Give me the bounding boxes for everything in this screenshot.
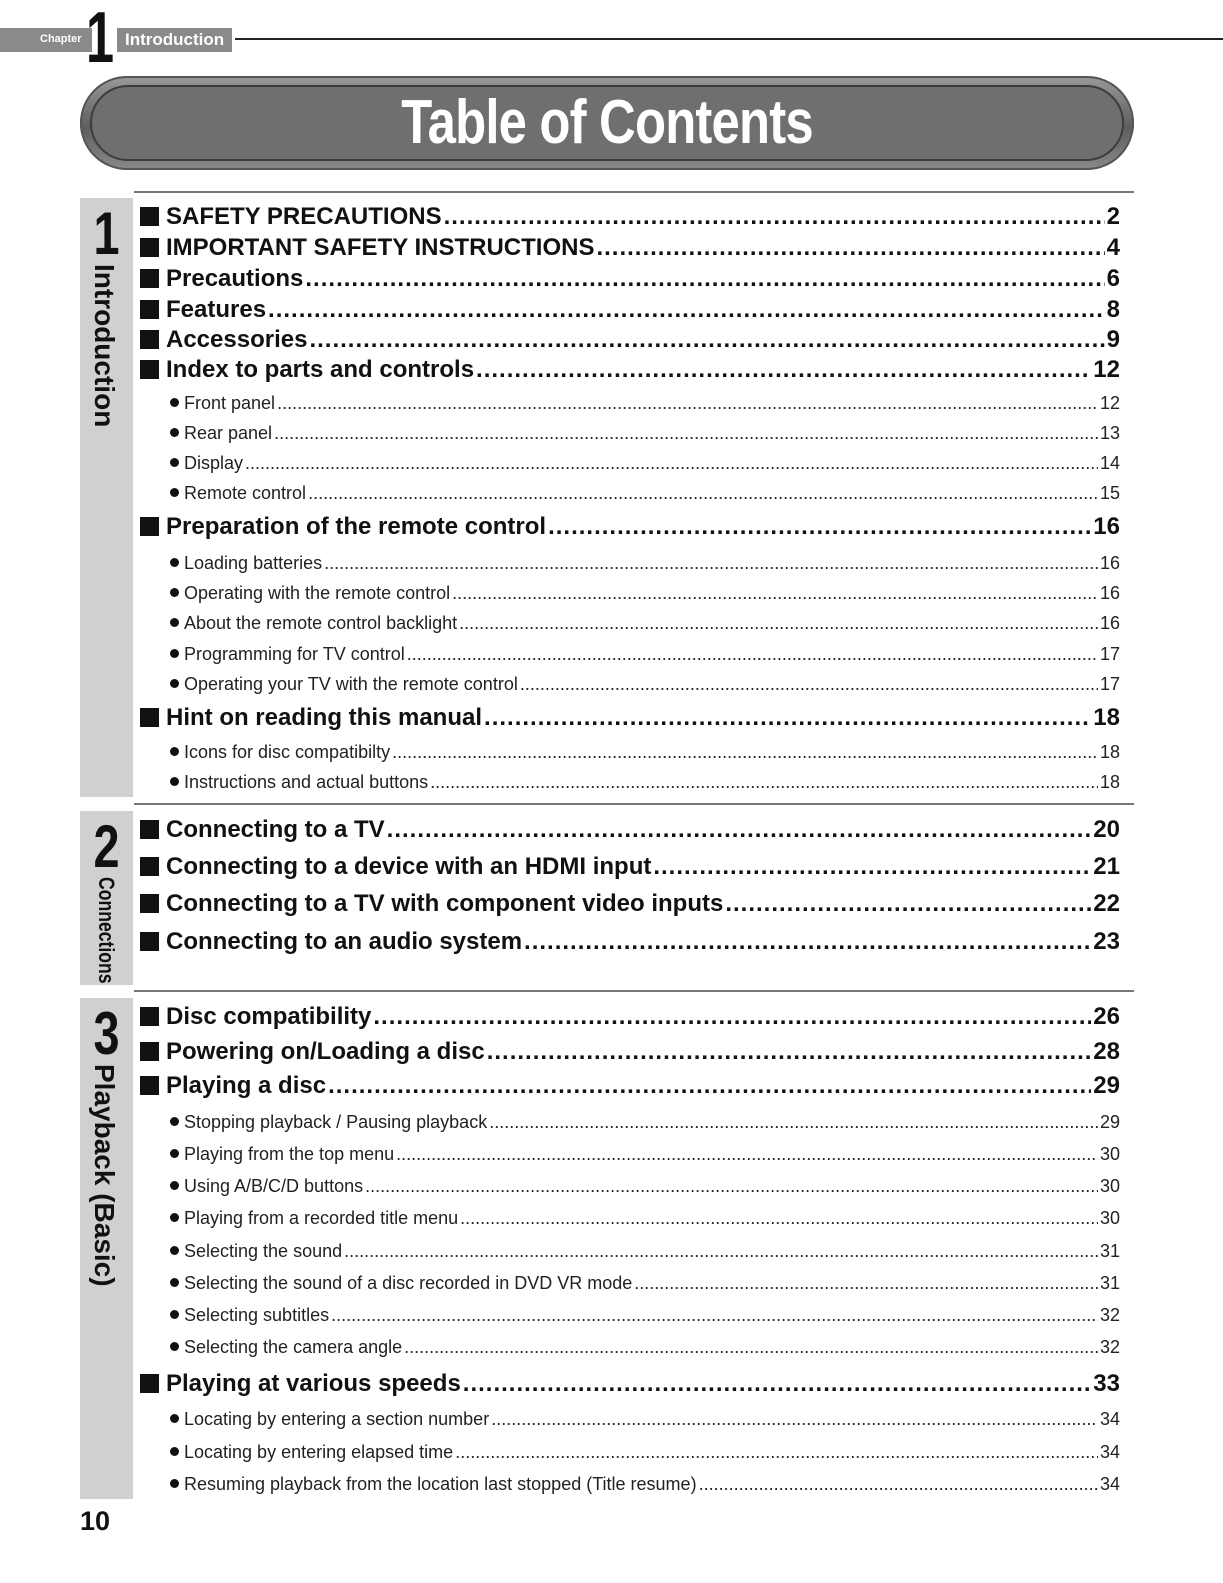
section-rule xyxy=(134,191,1134,193)
dot-leader xyxy=(373,1002,1091,1032)
toc-entry-page: 4 xyxy=(1106,234,1120,261)
toc-entry-title: Playing a disc xyxy=(166,1072,327,1099)
square-bullet-icon xyxy=(140,820,159,839)
toc-entry-title: Disc compatibility xyxy=(166,1003,372,1030)
toc-entry xyxy=(140,815,1120,845)
toc-entry-title: Display xyxy=(184,453,244,473)
toc-entry-page: 31 xyxy=(1099,1273,1120,1293)
toc-entry-title: Powering on/Loading a disc xyxy=(166,1038,485,1065)
round-bullet-icon xyxy=(170,488,179,497)
toc-entry-title: Playing at various speeds xyxy=(166,1370,461,1397)
toc-entry-page: 32 xyxy=(1099,1305,1120,1325)
square-bullet-icon xyxy=(140,894,159,913)
dot-leader xyxy=(392,739,1098,765)
toc-entry-title: Using A/B/C/D buttons xyxy=(184,1176,364,1196)
toc-entry xyxy=(140,1002,1120,1032)
toc-entry-page: 32 xyxy=(1099,1337,1120,1357)
toc-entry-title: Front panel xyxy=(184,393,276,413)
round-bullet-icon xyxy=(170,679,179,688)
toc-entry xyxy=(140,325,1120,355)
square-bullet-icon xyxy=(140,932,159,951)
round-bullet-icon xyxy=(170,618,179,627)
dot-leader xyxy=(444,202,1105,232)
toc-subentry xyxy=(170,641,1120,667)
square-bullet-icon xyxy=(140,517,159,536)
toc-subentry xyxy=(170,1334,1120,1360)
toc-entry-title: Accessories xyxy=(166,326,308,353)
toc-entry-title: Loading batteries xyxy=(184,553,323,573)
toc-entry-page: 29 xyxy=(1093,1072,1120,1099)
toc-entry-title: Instructions and actual buttons xyxy=(184,772,429,792)
toc-entry xyxy=(140,512,1120,542)
round-bullet-icon xyxy=(170,558,179,567)
toc-entry-page: 28 xyxy=(1093,1038,1120,1065)
toc-subentry xyxy=(170,550,1120,576)
round-bullet-icon xyxy=(170,747,179,756)
toc-entry-title: Connecting to a TV with component video inputs xyxy=(166,890,724,917)
round-bullet-icon xyxy=(170,428,179,437)
toc-entry-title: Stopping playback / Pausing playback xyxy=(184,1112,488,1132)
toc-entry-title: Operating your TV with the remote control xyxy=(184,674,518,694)
toc-entry-page: 18 xyxy=(1099,772,1120,792)
chapter-tab xyxy=(0,28,92,52)
round-bullet-icon xyxy=(170,1117,179,1126)
dot-leader xyxy=(460,1205,1098,1231)
round-bullet-icon xyxy=(170,1149,179,1158)
toc-entry-title: Programming for TV control xyxy=(184,644,405,664)
toc-entry-title: Connecting to a device with an HDMI input xyxy=(166,853,652,880)
toc-entry xyxy=(140,355,1120,385)
toc-entry xyxy=(140,703,1120,733)
section-tab-connections xyxy=(80,811,133,985)
toc-entry-title: Features xyxy=(166,296,267,323)
dot-leader xyxy=(459,610,1098,636)
toc-entry-title: Selecting the sound of a disc recorded in DVD VR mode xyxy=(184,1273,633,1293)
toc-entry-page: 16 xyxy=(1099,583,1120,603)
toc-entry-title: Playing from a recorded title menu xyxy=(184,1208,459,1228)
toc-subentry xyxy=(170,450,1120,476)
dot-leader xyxy=(365,1173,1098,1199)
toc-subentry xyxy=(170,1406,1120,1432)
dot-leader xyxy=(725,889,1091,919)
square-bullet-icon xyxy=(140,1076,159,1095)
round-bullet-icon xyxy=(170,1213,179,1222)
toc-entry-page: 31 xyxy=(1099,1241,1120,1261)
toc-entry-page: 16 xyxy=(1093,513,1120,540)
toc-entry-page: 12 xyxy=(1099,393,1120,413)
toc-entry-page: 34 xyxy=(1099,1409,1120,1429)
section-rule xyxy=(134,990,1134,992)
toc-entry-title: Playing from the top menu xyxy=(184,1144,395,1164)
round-bullet-icon xyxy=(170,1181,179,1190)
toc-subentry xyxy=(170,1238,1120,1264)
section-label: Introduction xyxy=(89,264,120,428)
toc-subentry xyxy=(170,1471,1120,1497)
toc-entry xyxy=(140,264,1120,294)
toc-subentry xyxy=(170,769,1120,795)
toc-subentry xyxy=(170,1141,1120,1167)
toc-entry-title: Locating by entering elapsed time xyxy=(184,1442,454,1462)
toc-subentry xyxy=(170,1205,1120,1231)
toc-entry-page: 34 xyxy=(1099,1474,1120,1494)
dot-leader xyxy=(634,1270,1098,1296)
toc-subentry xyxy=(170,671,1120,697)
toc-subentry xyxy=(170,739,1120,765)
toc-subentry xyxy=(170,390,1120,416)
toc-entry-page: 30 xyxy=(1099,1176,1120,1196)
round-bullet-icon xyxy=(170,1278,179,1287)
dot-leader xyxy=(596,233,1104,263)
square-bullet-icon xyxy=(140,300,159,319)
dot-leader xyxy=(524,927,1091,957)
dot-leader xyxy=(520,671,1098,697)
round-bullet-icon xyxy=(170,1414,179,1423)
dot-leader xyxy=(491,1406,1098,1432)
page-number: 10 xyxy=(80,1506,111,1536)
square-bullet-icon xyxy=(140,207,159,226)
toc-entry-page: 13 xyxy=(1099,423,1120,443)
toc-entry xyxy=(140,889,1120,919)
toc-subentry xyxy=(170,580,1120,606)
toc-entry-page: 23 xyxy=(1093,928,1120,955)
section-number: 2 xyxy=(93,813,120,880)
round-bullet-icon xyxy=(170,458,179,467)
round-bullet-icon xyxy=(170,1447,179,1456)
square-bullet-icon xyxy=(140,857,159,876)
toc-entry-page: 9 xyxy=(1106,326,1120,353)
section-label: Playback (Basic) xyxy=(89,1064,120,1287)
toc-entry-page: 8 xyxy=(1106,296,1120,323)
toc-entry-page: 17 xyxy=(1099,674,1120,694)
toc-entry-title: Rear panel xyxy=(184,423,273,443)
toc-subentry xyxy=(170,1109,1120,1135)
toc-entry-page: 22 xyxy=(1093,890,1120,917)
toc-entry xyxy=(140,927,1120,957)
section-label: Connections xyxy=(94,877,119,984)
dot-leader xyxy=(699,1471,1098,1497)
toc-subentry xyxy=(170,1439,1120,1465)
toc-entry-page: 18 xyxy=(1093,704,1120,731)
dot-leader xyxy=(396,1141,1098,1167)
toc-entry-title: Connecting to an audio system xyxy=(166,928,523,955)
round-bullet-icon xyxy=(170,1310,179,1319)
dot-leader xyxy=(268,295,1105,325)
dot-leader xyxy=(407,641,1098,667)
toc-entry-page: 2 xyxy=(1106,203,1120,230)
toc-entry-page: 16 xyxy=(1099,553,1120,573)
dot-leader xyxy=(387,815,1092,845)
toc-banner xyxy=(80,76,1134,170)
toc-entry xyxy=(140,1369,1120,1399)
toc-entry xyxy=(140,1037,1120,1067)
dot-leader xyxy=(309,325,1104,355)
toc-entry-title: SAFETY PRECAUTIONS xyxy=(166,203,442,230)
dot-leader xyxy=(324,550,1098,576)
toc-entry-title: Index to parts and controls xyxy=(166,356,475,383)
toc-entry-page: 26 xyxy=(1093,1003,1120,1030)
dot-leader xyxy=(331,1302,1098,1328)
toc-entry-title: IMPORTANT SAFETY INSTRUCTIONS xyxy=(166,234,595,261)
chapter-number: 1 xyxy=(86,0,115,78)
toc-entry-page: 15 xyxy=(1099,483,1120,503)
square-bullet-icon xyxy=(140,1042,159,1061)
dot-leader xyxy=(404,1334,1098,1360)
toc-subentry xyxy=(170,1173,1120,1199)
round-bullet-icon xyxy=(170,1342,179,1351)
toc-subentry xyxy=(170,420,1120,446)
toc-entry xyxy=(140,233,1120,263)
dot-leader xyxy=(463,1369,1092,1399)
dot-leader xyxy=(489,1109,1098,1135)
round-bullet-icon xyxy=(170,649,179,658)
round-bullet-icon xyxy=(170,1479,179,1488)
header-rule xyxy=(235,38,1223,40)
toc-entry xyxy=(140,295,1120,325)
chapter-title: Introduction xyxy=(117,28,232,52)
round-bullet-icon xyxy=(170,777,179,786)
toc-entry-page: 29 xyxy=(1099,1112,1120,1132)
dot-leader xyxy=(274,420,1098,446)
toc-entry-title: Preparation of the remote control xyxy=(166,513,547,540)
section-number: 3 xyxy=(93,1000,120,1067)
toc-entry-page: 20 xyxy=(1093,816,1120,843)
square-bullet-icon xyxy=(140,360,159,379)
toc-entry xyxy=(140,852,1120,882)
toc-entry-title: Connecting to a TV xyxy=(166,816,385,843)
section-number: 1 xyxy=(93,200,120,267)
toc-entry-title: Operating with the remote control xyxy=(184,583,451,603)
dot-leader xyxy=(277,390,1098,416)
toc-entry-page: 33 xyxy=(1093,1370,1120,1397)
square-bullet-icon xyxy=(140,1007,159,1026)
toc-entry-title: Precautions xyxy=(166,265,304,292)
toc-entry-title: Selecting subtitles xyxy=(184,1305,330,1325)
square-bullet-icon xyxy=(140,330,159,349)
toc-entry-title: Icons for disc compatibilty xyxy=(184,742,391,762)
dot-leader xyxy=(344,1238,1098,1264)
dot-leader xyxy=(476,355,1091,385)
toc-entry-page: 6 xyxy=(1106,265,1120,292)
dot-leader xyxy=(245,450,1098,476)
page-title: Table of Contents xyxy=(401,88,813,157)
dot-leader xyxy=(328,1071,1091,1101)
toc-entry-title: Selecting the camera angle xyxy=(184,1337,403,1357)
toc-entry-title: Locating by entering a section number xyxy=(184,1409,490,1429)
toc-entry-title: Resuming playback from the location last stopped (Title resume) xyxy=(184,1474,697,1494)
toc-entry-title: About the remote control backlight xyxy=(184,613,458,633)
section-rule xyxy=(134,803,1134,805)
square-bullet-icon xyxy=(140,1374,159,1393)
toc-entry-page: 21 xyxy=(1093,853,1120,880)
chapter-word: Chapter xyxy=(40,33,82,45)
toc-entry-page: 34 xyxy=(1099,1442,1120,1462)
toc-subentry xyxy=(170,1302,1120,1328)
toc-entry-page: 17 xyxy=(1099,644,1120,664)
dot-leader xyxy=(653,852,1091,882)
toc-subentry xyxy=(170,610,1120,636)
round-bullet-icon xyxy=(170,398,179,407)
section-tab-playback xyxy=(80,998,133,1499)
toc-subentry xyxy=(170,480,1120,506)
dot-leader xyxy=(430,769,1098,795)
toc-entry-page: 14 xyxy=(1099,453,1120,473)
toc-entry-page: 30 xyxy=(1099,1208,1120,1228)
dot-leader xyxy=(548,512,1091,542)
toc-entry-page: 30 xyxy=(1099,1144,1120,1164)
toc-entry-page: 12 xyxy=(1093,356,1120,383)
square-bullet-icon xyxy=(140,708,159,727)
section-tab-introduction xyxy=(80,198,133,797)
dot-leader xyxy=(455,1439,1098,1465)
toc-entry-page: 18 xyxy=(1099,742,1120,762)
toc-entry xyxy=(140,202,1120,232)
toc-subentry xyxy=(170,1270,1120,1296)
round-bullet-icon xyxy=(170,588,179,597)
round-bullet-icon xyxy=(170,1246,179,1255)
toc-entry-page: 16 xyxy=(1099,613,1120,633)
dot-leader xyxy=(484,703,1091,733)
toc-entry-title: Hint on reading this manual xyxy=(166,704,483,731)
square-bullet-icon xyxy=(140,269,159,288)
toc-entry-title: Remote control xyxy=(184,483,307,503)
toc-entry-title: Selecting the sound xyxy=(184,1241,343,1261)
dot-leader xyxy=(308,480,1098,506)
toc-entry xyxy=(140,1071,1120,1101)
dot-leader xyxy=(487,1037,1092,1067)
square-bullet-icon xyxy=(140,238,159,257)
dot-leader xyxy=(305,264,1104,294)
dot-leader xyxy=(452,580,1098,606)
